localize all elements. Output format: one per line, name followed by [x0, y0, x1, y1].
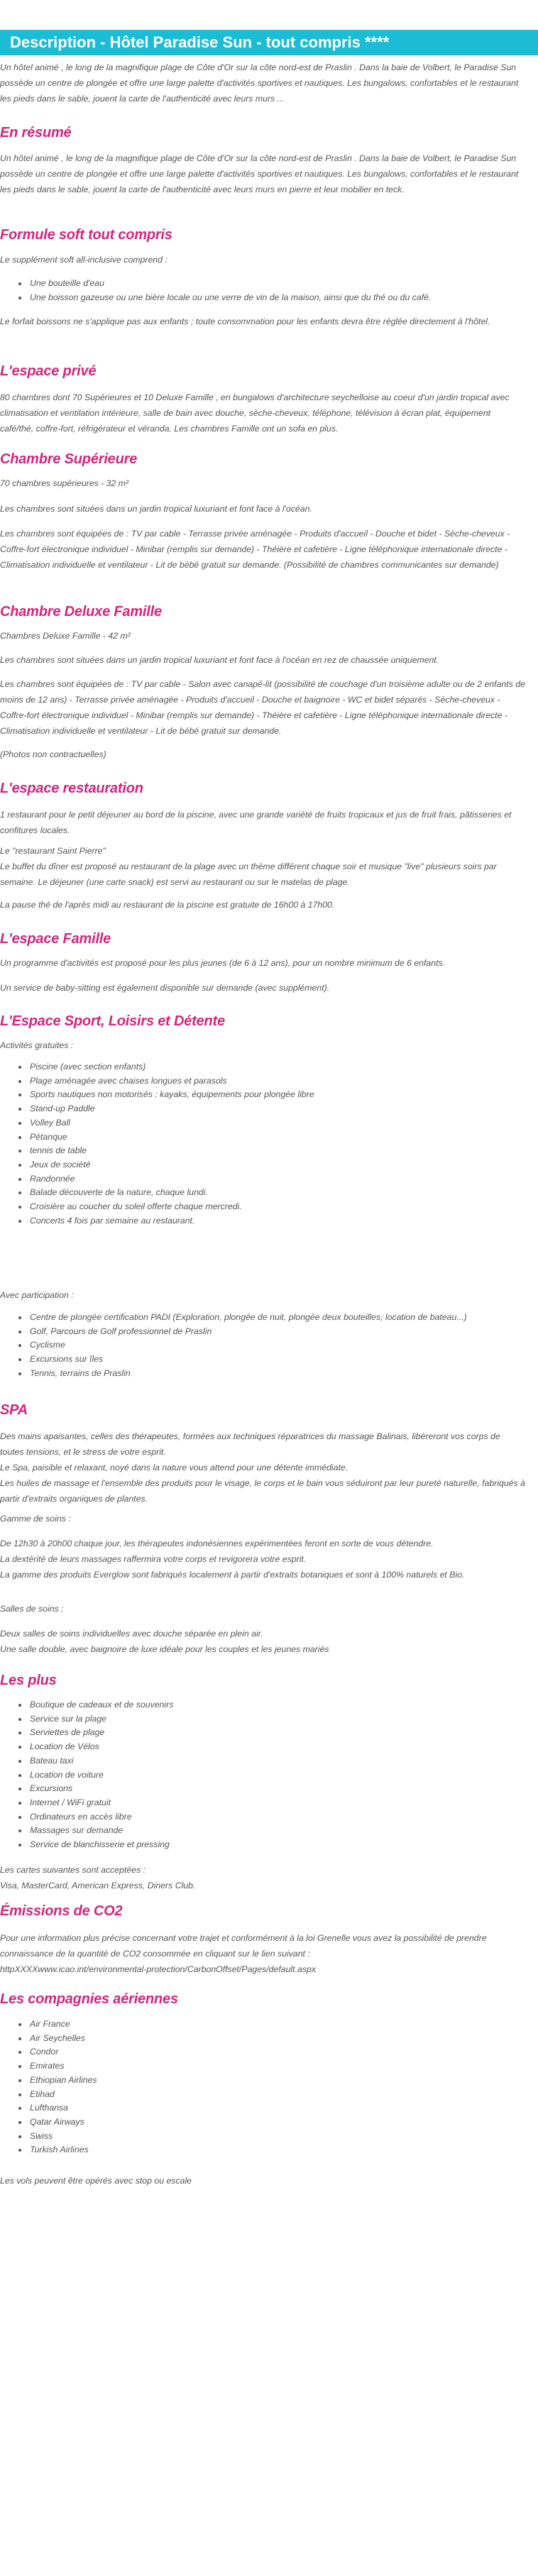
list-item: • Excursions — [28, 1782, 525, 1796]
heading-chambre-deluxe: Chambre Deluxe Famille — [0, 604, 162, 620]
deluxe-equipment: Les chambres sont équipées de : TV par cable - Salon avec canapé-lit (possibilité de couchage d'un troisième adulte ou de 2 enfants de moins de 12 ans) - Terrasse privée aménagée - Produits d'accueil - Douche et baignoire - WC et bidet séparés - Sèche-cheveux - Coffre-fort électronique individuel - Minibar (remplis sur demande) - Théière et cafetière - Ligne téléphonique internationale directe - Climatisation individuelle et ventilateur - Lit de bébé gratuit sur demande. — [0, 679, 525, 736]
heading-famille: L'espace Famille — [0, 931, 111, 947]
list-item: • Service de blanchisserie et pressing — [28, 1838, 525, 1852]
list-item: • tennis de table — [28, 1144, 525, 1158]
spa-salles-text: Deux salles de soins individuelles avec douche séparée en plein air. Une salle double, avec baignoire de luxe idéale pour les couples et les jeunes mariés — [0, 1629, 329, 1654]
heading-formule: Formule soft tout compris — [0, 227, 172, 243]
deluxe-photos-note: (Photos non contractuelles) — [0, 749, 106, 759]
list-item: • Qatar Airways — [28, 2115, 525, 2130]
list-item: • Internet / WiFi gratuit — [28, 1796, 525, 1810]
sport-free-list — [0, 1060, 525, 1228]
list-item: • Stand-up Paddle — [28, 1102, 525, 1116]
list-item: • Massages sur demande — [28, 1824, 525, 1838]
heading-les-plus: Les plus — [0, 1673, 57, 1688]
restauration-saint-pierre: Le "restaurant Saint Pierre" Le buffet du dîner est proposé au restaurant de la plage avec un thème différent chaque soir et musique "live" plusieurs soirs par semaine. Le déjeuner (une carte snack) est servi au restaurant ou sur le matelas de plage. — [0, 846, 497, 887]
sport-paid-label: Avec participation : — [0, 1290, 74, 1300]
list-item: • Plage aménagée avec chaises longues et parasols — [28, 1074, 525, 1089]
list-item: • Location de voiture — [28, 1768, 525, 1783]
famille-babysitting: Un service de baby-sitting est également disponible sur demande (avec supplément). — [0, 983, 330, 993]
heading-spa: SPA — [0, 1402, 28, 1418]
list-item: • Turkish Airlines — [28, 2143, 525, 2157]
list-item: • Bateau taxi — [28, 1754, 525, 1768]
spa-salles-label: Salles de soins : — [0, 1604, 64, 1614]
deluxe-count: Chambres Deluxe Famille - 42 m² — [0, 631, 131, 641]
list-item: • Ordinateurs en accès libre — [28, 1810, 525, 1824]
list-item: • Pétanque — [28, 1130, 525, 1145]
list-item: • Swiss — [28, 2130, 525, 2144]
list-item: • Sports nautiques non motorisés : kayaks, équipements pour plongée libre — [28, 1088, 525, 1102]
list-item: • Croisière au coucher du soleil offerte chaque mercredi. — [28, 1200, 525, 1214]
sport-paid-list — [0, 1311, 525, 1381]
spa-gamme-label: Gamme de soins : — [0, 1514, 71, 1524]
list-item: • Tennis, terrains de Praslin — [28, 1367, 525, 1381]
list-item: • Etihad — [28, 2088, 525, 2102]
list-item: • Centre de plongée certification PADI (Exploration, plongée de nuit, plongée deux bouteilles, location de bateau...) — [28, 1311, 525, 1325]
superieure-count: 70 chambres supérieures - 32 m² — [0, 478, 129, 488]
formule-note: Le forfait boissons ne s'applique pas aux enfants ; toute consommation pour les enfants devra être réglée directement à l'hôtel. — [0, 317, 490, 326]
heading-co2: Émissions de CO2 — [0, 1903, 123, 1919]
list-item: • Air France — [28, 2018, 525, 2032]
page-title: Description - Hôtel Paradise Sun - tout compris **** — [10, 33, 390, 51]
plus-cards: Les cartes suivantes sont acceptées : Visa, MasterCard, American Express, Diners Club. — [0, 1865, 196, 1890]
heading-compagnies: Les compagnies aériennes — [0, 1991, 178, 2007]
list-item: • Volley Ball — [28, 1116, 525, 1130]
spa-gamme-text: De 12h30 à 20h00 chaque jour, les thérapeutes indonésiennes expérimentées feront en sorte de vous détendre. La dextérité de leurs massages raffermira votre corps et revigorera votre esprit. La gamme des produits Everglow sont fabriqués localement à partir d'extraits botaniques et sont à 100% naturels et Bio. — [0, 1539, 465, 1580]
list-item: • Location de Vélos — [28, 1740, 525, 1754]
list-item: • Service sur la plage — [28, 1712, 525, 1727]
deluxe-location: Les chambres sont situées dans un jardin tropical luxuriant et font face à l'océan en rez de chaussée uniquement. — [0, 655, 439, 665]
superieure-location: Les chambres sont situées dans un jardin tropical luxuriant et font face à l'océan. — [0, 504, 312, 514]
list-item: • Une bouteille d'eau — [28, 277, 525, 291]
co2-text: Pour une information plus précise concernant votre trajet et conformément à la loi Grenelle vous avez la possibilité de prendre connaissance de la quantité de CO2 consommée en cliquant sur le lien suivant : httpXXXXwww.icao.int/environmental-protection/CarbonOffset/Pages/default.aspx — [0, 1933, 487, 1974]
list-item: • Cyclisme — [28, 1338, 525, 1353]
restauration-text: 1 restaurant pour le petit déjeuner au bord de la piscine, avec une grande variété de fruits tropicaux et jus de fruit frais, pâtisseries et confitures locales. — [0, 810, 512, 835]
title-bar — [0, 30, 538, 55]
list-item: • Serviettes de plage — [28, 1726, 525, 1740]
heading-sport: L'Espace Sport, Loisirs et Détente — [0, 1013, 225, 1029]
heading-restauration: L'espace restauration — [0, 781, 143, 796]
list-item: • Balade découverte de la nature, chaque lundi. — [28, 1186, 525, 1200]
list-item: • Lufthansa — [28, 2101, 525, 2115]
intro-text: Un hôtel animé , le long de la magnifique plage de Côte d'Or sur la côte nord-est de Praslin . Dans la baie de Volbert, le Paradise Sun possède un centre de plongée et offre une large palette d'activités sportives et nautiques. Les bungalows, confortables et le restaurant les pieds dans le sable, jouent la carte de l'authenticité avec leurs murs ... — [0, 62, 519, 104]
heading-chambre-superieure: Chambre Supérieure — [0, 451, 138, 467]
list-item: • Une boisson gazeuse ou une bière locale ou une verre de vin de la maison, ainsi que du thé ou du café. — [28, 291, 525, 305]
list-item: • Randonnée — [28, 1172, 525, 1187]
spa-text: Des mains apaisantes, celles des thérapeutes, formées aux techniques réparatrices du massage Balinais, libèreront vos corps de toutes tensions, et le stress de votre esprit. Le Spa, paisible et relaxant, noyé dans la nature vous attend pour une détente immédiate. Les huiles de massage et l'ensemble des produits pour le visage, le corps et le bain vous séduiront par leur pureté naturelle, fabriqués à partir d'extraits organiques de plantes. — [0, 1431, 525, 1504]
espace-prive-text: 80 chambres dont 70 Supérieures et 10 Deluxe Famille , en bungalows d'architecture seychelloise au coeur d'un jardin tropical avec climatisation et ventilation intérieure, salle de bain avec douche, sèche-cheveux, téléphone, télévision à écran plat, équipement café/thé, coffre-fort, réfrigérateur et véranda. Les chambres Famille ont un sofa en plus. — [0, 392, 510, 434]
list-item: • Excursions sur îles — [28, 1353, 525, 1367]
superieure-equipment: Les chambres sont équipées de : TV par cable - Terrasse privée aménagée - Produits d'accueil - Douche et bidet - Sèche-cheveux - Coffre-fort électronique individuel - Minibar (remplis sur demande) - Théière et cafetière - Ligne téléphonique internationale directe - Climatisation individuelle et ventilateur - Lit de bébé gratuit sur demande. (Possibilité de chambres communicantes sur demande) — [0, 529, 510, 570]
list-item: • Condor — [28, 2045, 525, 2059]
list-item: • Concerts 4 fois par semaine au restaurant. — [28, 1214, 525, 1228]
list-item: • Air Seychelles — [28, 2032, 525, 2046]
list-item: • Jeux de société — [28, 1158, 525, 1172]
formule-intro: Le supplément soft all-inclusive comprend : — [0, 255, 168, 265]
restauration-pause: La pause thé de l'après midi au restaurant de la piscine est gratuite de 16h00 à 17h00. — [0, 900, 335, 910]
list-item: • Piscine (avec section enfants) — [28, 1060, 525, 1074]
compagnies-note: Les vols peuvent être opérés avec stop ou escale — [0, 2176, 192, 2186]
sport-free-label: Activités gratuites : — [0, 1040, 74, 1050]
list-item: • Golf, Parcours de Golf professionnel de Praslin — [28, 1325, 525, 1339]
heading-espace-prive: L'espace privé — [0, 363, 97, 379]
list-item: • Emirates — [28, 2059, 525, 2074]
formule-list — [0, 277, 525, 304]
famille-text: Un programme d'activités est proposé pour les plus jeunes (de 6 à 12 ans), pour un nombre minimum de 6 enfants. — [0, 958, 446, 968]
plus-list — [0, 1698, 525, 1852]
resume-text: Un hôtel animé , le long de la magnifique plage de Côte d'Or sur la côte nord-est de Praslin . Dans la baie de Volbert, le Paradise Sun possède un centre de plongée et offre une large palette d'activités sportives et nautiques. Les bungalows, confortables et le restaurant les pieds dans le sable, jouent la carte de l'authenticité avec leurs murs en pierre et leur mobilier en teck. — [0, 153, 519, 194]
list-item: • Ethiopian Airlines — [28, 2074, 525, 2088]
heading-resume: En résumé — [0, 125, 72, 141]
list-item: • Boutique de cadeaux et de souvenirs — [28, 1698, 525, 1712]
compagnies-list — [0, 2018, 525, 2157]
